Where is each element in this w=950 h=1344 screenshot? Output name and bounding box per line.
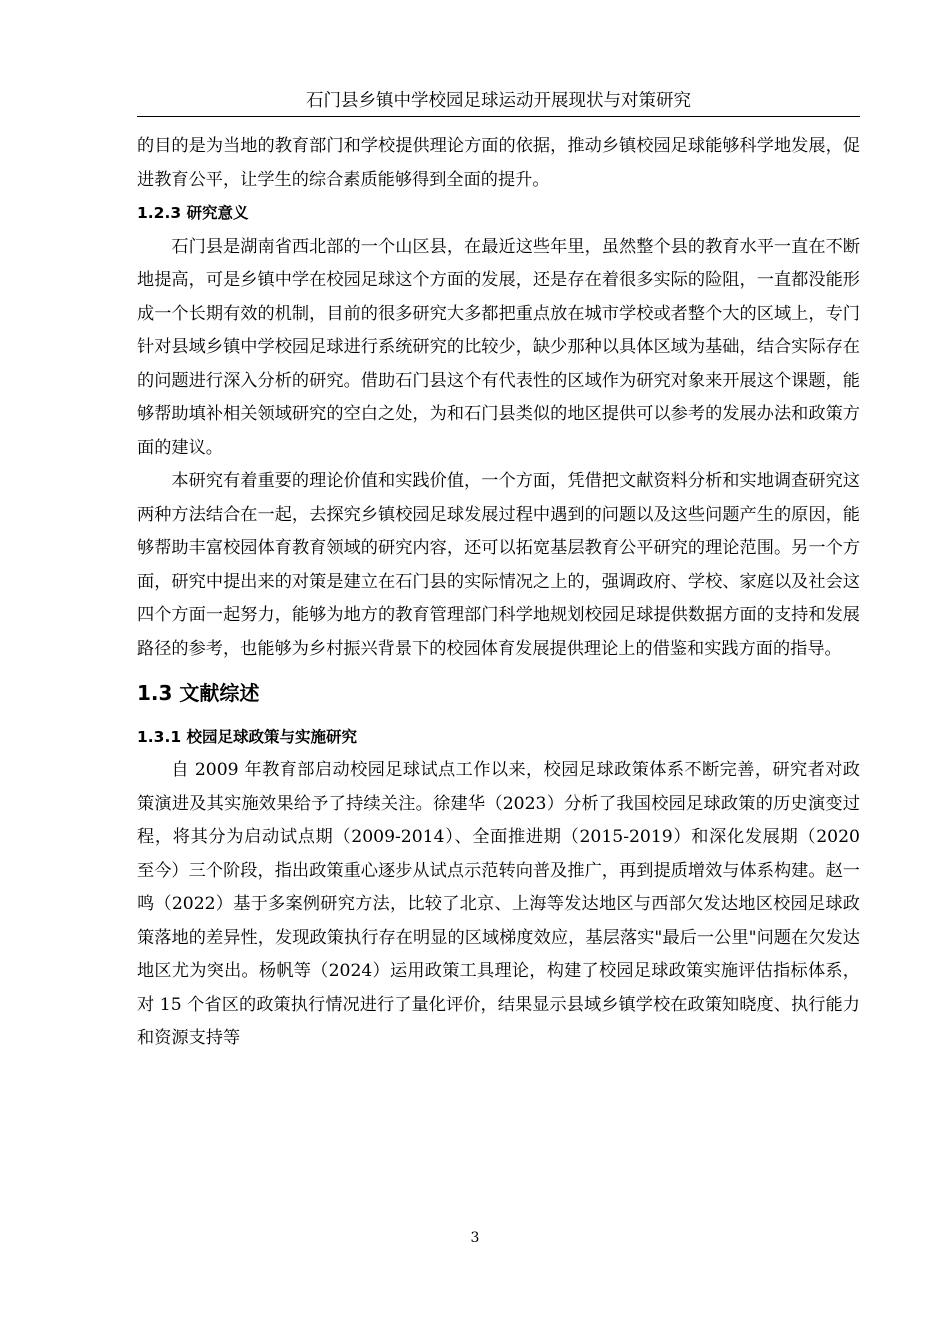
paragraph-significance-1: 石门县是湖南省西北部的一个山区县，在最近这些年里，虽然整个县的教育水平一直在不断地提高，可是乡镇中学在校园足球这个方面的发展，还是存在着很多实际的险阻，一直都没能形成一个长期有效的机制，目前的很多研究大多都把重点放在城市学校或者整个大的区域上，专门针对县域乡镇中学校园足球进行系统研究的比较少，缺少那种以具体区域为基础，结合实际存在的问题进行深入分析的研究。借助石门县这个有代表性的区域作为研究对象来开展这个课题，能够帮助填补相关领域研究的空白之处，为和石门县类似的地区提供可以参考的发展办法和政策方面的建议。 [137, 236, 860, 458]
page-number: 3 [470, 1230, 480, 1246]
section-heading-1-2-3: 1.2.3 研究意义 [137, 204, 249, 222]
paragraph-literature-1: 自 2009 年教育部启动校园足球试点工作以来，校园足球政策体系不断完善，研究者对政策演进及其实施效果给予了持续关注。徐建华（2023）分析了我国校园足球政策的历史演变过程，将其分为启动试点期（2009-2014）、全面推进期（2015-2019）和深化发展期（2020 至今）三个阶段，指出政策重心逐步从试点示范转向普及推广，再到提质增效与体系构建。赵一鸣（2022）基于多案例研究方法，比较了北京、上海等发达地区与西部欠发达地区校园足球政策落地的差异性，发现政策执行存在明显的区域梯度效应，基层落实"最后一公里"问题在欠发达地区尤为突出。杨帆等（2024）运用政策工具理论，构建了校园足球政策实施评估指标体系，对 15 个省区的政策执行情况进行了量化评价，结果显示县域乡镇学校在政策知晓度、执行能力和资源支持等 [137, 760, 860, 1048]
running-header: 石门县乡镇中学校园足球运动开展现状与对策研究 [137, 86, 860, 117]
paragraph-significance-2: 本研究有着重要的理论价值和实践价值，一个方面，凭借把文献资料分析和实地调查研究这两种方法结合在一起，去探究乡镇校园足球发展过程中遇到的问题以及这些问题产生的原因，能够帮助丰富校园体育教育领域的研究内容，还可以拓宽基层教育公平研究的理论范围。另一个方面，研究中提出来的对策是建立在石门县的实际情况之上的，强调政府、学校、家庭以及社会这四个方面一起努力，能够为地方的教育管理部门科学地规划校园足球提供数据方面的支持和发展路径的参考，也能够为乡村振兴背景下的校园体育发展提供理论上的借鉴和实践方面的指导。 [137, 471, 860, 659]
paragraph-continued: 的目的是为当地的教育部门和学校提供理论方面的依据，推动乡镇校园足球能够科学地发展，促进教育公平，让学生的综合素质能够得到全面的提升。 [137, 136, 860, 190]
section-heading-1-3-1: 1.3.1 校园足球政策与实施研究 [137, 728, 358, 746]
document-body [137, 130, 860, 1056]
section-heading-1-3: 1.3 文献综述 [137, 681, 260, 705]
